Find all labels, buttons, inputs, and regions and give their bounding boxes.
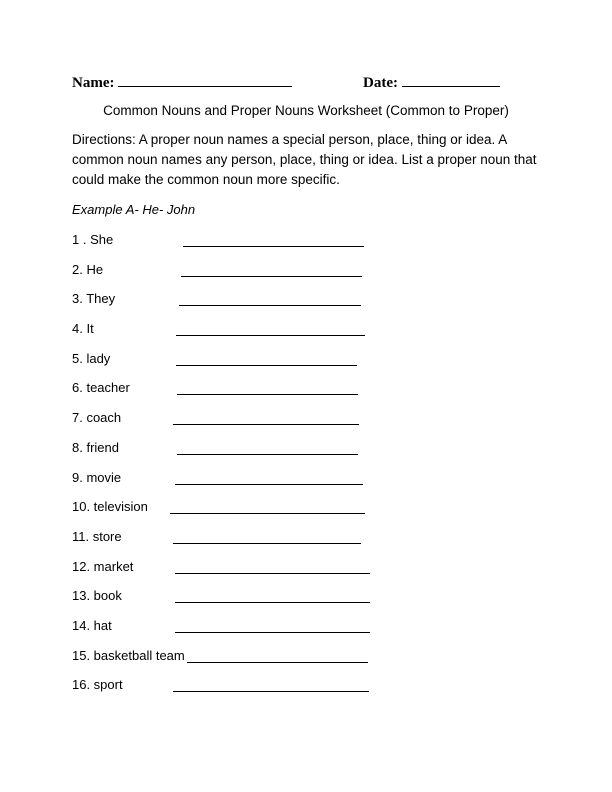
answer-line[interactable] bbox=[176, 365, 357, 366]
date-blank-line[interactable] bbox=[402, 72, 500, 87]
answer-line[interactable] bbox=[173, 543, 361, 544]
list-item bbox=[72, 262, 402, 292]
answer-line[interactable] bbox=[175, 602, 370, 603]
answer-line[interactable] bbox=[187, 662, 368, 663]
list-item bbox=[72, 351, 402, 381]
answer-line[interactable] bbox=[176, 335, 365, 336]
item-label: 13. book bbox=[72, 588, 122, 604]
list-item bbox=[72, 529, 402, 559]
list-item bbox=[72, 232, 402, 262]
item-label: 16. sport bbox=[72, 677, 123, 693]
list-item bbox=[72, 410, 402, 440]
list-item bbox=[72, 380, 402, 410]
answer-line[interactable] bbox=[173, 424, 359, 425]
answer-line[interactable] bbox=[175, 632, 370, 633]
list-item bbox=[72, 291, 402, 321]
list-item bbox=[72, 499, 402, 529]
item-label: 7. coach bbox=[72, 410, 122, 426]
answer-line[interactable] bbox=[173, 691, 369, 692]
name-blank-line[interactable] bbox=[118, 72, 292, 87]
directions-text: Directions: A proper noun names a special person, place, thing or idea. A common noun names any person, place, thing or idea. List a proper noun that could make the common noun more specific. bbox=[72, 132, 537, 187]
header-row bbox=[72, 72, 512, 92]
answer-line[interactable] bbox=[175, 484, 363, 485]
item-label: 6. teacher bbox=[72, 380, 130, 396]
name-field[interactable] bbox=[72, 72, 292, 92]
list-item bbox=[72, 440, 402, 470]
answer-line[interactable] bbox=[177, 454, 358, 455]
date-field[interactable] bbox=[363, 72, 500, 92]
answer-line[interactable] bbox=[179, 305, 361, 306]
list-item bbox=[72, 677, 402, 707]
list-item bbox=[72, 321, 402, 351]
item-label: 11. store bbox=[72, 528, 122, 544]
list-item bbox=[72, 588, 402, 618]
item-label: 8. friend bbox=[72, 439, 119, 455]
noun-list bbox=[72, 232, 402, 707]
list-item bbox=[72, 559, 402, 589]
answer-line[interactable] bbox=[181, 276, 362, 277]
item-label: 4. It bbox=[72, 321, 94, 337]
list-item bbox=[72, 618, 402, 648]
item-label: 10. television bbox=[72, 499, 148, 515]
answer-line[interactable] bbox=[183, 246, 364, 247]
item-label: 15. basketball team bbox=[72, 647, 185, 663]
item-label: 3. They bbox=[72, 291, 116, 307]
list-item bbox=[72, 648, 402, 678]
item-label: 2. He bbox=[72, 261, 104, 277]
item-label: 12. market bbox=[72, 558, 134, 574]
date-label: Date: bbox=[363, 75, 398, 91]
list-item bbox=[72, 470, 402, 500]
item-label: 1 . She bbox=[72, 232, 114, 247]
answer-line[interactable] bbox=[175, 573, 370, 574]
example-text: Example A- He- John bbox=[72, 202, 196, 217]
item-label: 9. movie bbox=[72, 469, 122, 485]
answer-line[interactable] bbox=[177, 394, 358, 395]
item-label: 5. lady bbox=[72, 350, 111, 366]
item-label: 14. hat bbox=[72, 617, 112, 633]
name-label: Name: bbox=[72, 75, 115, 91]
worksheet-title: Common Nouns and Proper Nouns Worksheet (Common to Proper) bbox=[103, 103, 509, 118]
answer-line[interactable] bbox=[170, 513, 365, 514]
